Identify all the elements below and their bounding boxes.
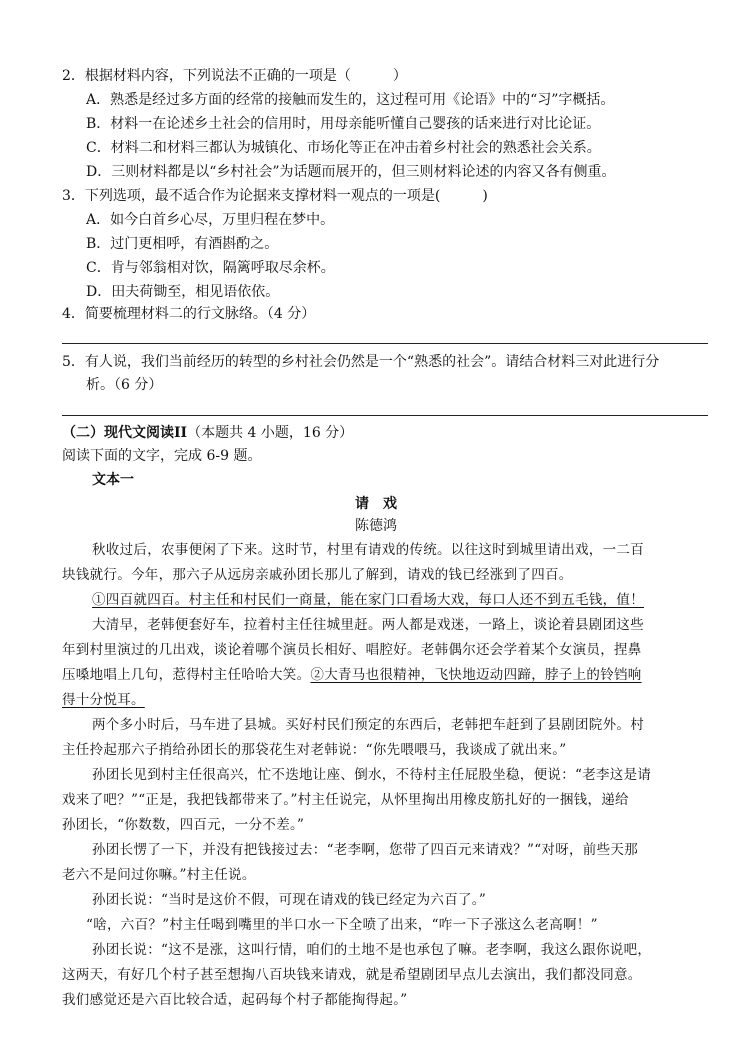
- question-2-option-d: D．三则材料都是以“乡村社会”为话题而展开的，但三则材料论述的内容又各有侧重。: [86, 164, 616, 180]
- story-author: 陈德鸿: [355, 518, 397, 534]
- story-title: 请 戏: [355, 496, 397, 512]
- story-paragraph-5-line-1: 孙团长见到村主任很高兴，忙不迭地让座、倒水，不待村主任屁股坐稳，便说：“老李这是请: [92, 767, 652, 783]
- text-one-label: 文本一: [92, 472, 134, 488]
- story-paragraph-1-line-2: 块钱就行。今年，那六子从远房亲戚孙团长那儿了解到，请戏的钱已经涨到了四百。: [62, 567, 573, 583]
- story-paragraph-9-line-2: 这两天，有好几个村子甚至想掏八百块钱来请戏，就是希望剧团早点儿去演出，我们都没同意。: [62, 967, 642, 983]
- story-paragraph-3-line-4: 得十分悦耳。: [62, 692, 145, 708]
- story-paragraph-6-line-1: 孙团长愣了一下，并没有把钱接过去：“老李啊，您带了四百元来请戏？”“对呀，前些天那: [92, 842, 639, 858]
- question-3-option-b: B．过门更相呼，有酒斟酌之。: [86, 236, 279, 252]
- answer-line-q5: [62, 415, 708, 416]
- story-paragraph-3-underlined: ②大青马也很精神，飞快地迈动四蹄，脖子上的铃铛响: [310, 667, 642, 683]
- story-paragraph-3-line-1: 大清早，老韩便套好车，拉着村主任往城里赶。两人都是戏迷，一路上，谈论着县剧团这些: [92, 617, 644, 633]
- question-2-option-a: A．熟悉是经过多方面的经常的接触而发生的，这过程可用《论语》中的“习”字概括。: [86, 92, 615, 108]
- question-5-stem-line1: 5．有人说，我们当前经历的转型的乡村社会仍然是一个“熟悉的社会”。请结合材料三对此进行分: [62, 354, 660, 370]
- story-paragraph-8-line-1: “啥，六百？”村主任喝到嘴里的半口水一下全喷了出来，“咋一下子涨这么老高啊！”: [86, 917, 598, 933]
- question-3-option-c: C．肯与邻翁相对饮，隔篱呼取尽余杯。: [86, 260, 335, 276]
- story-paragraph-9-line-1: 孙团长说：“这不是涨，这叫行情，咱们的土地不是也承包了嘛。老李啊，我这么跟你说吧，: [92, 942, 652, 958]
- section-instruction: 阅读下面的文字，完成 6-9 题。: [62, 448, 262, 464]
- story-paragraph-3-line-3-plain: 压嗓地唱上几句，惹得村主任哈哈大笑。: [62, 667, 311, 683]
- story-paragraph-4-line-1: 两个多小时后，马车进了县城。买好村民们预定的东西后，老韩把车赶到了县剧团院外。村: [92, 717, 644, 733]
- question-2-option-c: C．材料二和材料三都认为城镇化、市场化等正在冲击着乡村社会的熟悉社会关系。: [86, 140, 601, 156]
- story-paragraph-3-line-2: 年到村里演过的几出戏，谈论着哪个演员长相好、唱腔好。老韩偶尔还会学着某个女演员，捏鼻: [62, 642, 642, 658]
- story-paragraph-3-line-3: [62, 665, 642, 685]
- story-paragraph-9-line-3: 我们感觉还是六百比较合适，起码每个村子都能掏得起。”: [62, 992, 408, 1008]
- section-heading: [62, 423, 353, 443]
- section-heading-bold: （二）现代文阅读II: [62, 425, 188, 441]
- story-paragraph-2-underlined: ①四百就四百。村主任和村民们一商量，能在家门口看场大戏，每口人还不到五毛钱，值！: [92, 592, 644, 608]
- question-2-option-b: B．材料一在论述乡土社会的信用时，用母亲能听懂自己婴孩的话来进行对比论证。: [86, 116, 601, 132]
- section-heading-rest: （本题共 4 小题，16 分）: [187, 425, 354, 441]
- answer-line-q4: [62, 343, 708, 344]
- question-3-stem: 3．下列选项，最不适合作为论据来支撑材料一观点的一项是( ): [62, 188, 488, 204]
- story-paragraph-6-line-2: 老六不是问过你嘛。”村主任说。: [62, 867, 256, 883]
- story-paragraph-4-line-2: 主任拎起那六子捎给孙团长的那袋花生对老韩说：“你先喂喂马，我谈成了就出来。”: [62, 742, 567, 758]
- question-5-stem-line2: 析。（6 分）: [86, 377, 163, 393]
- story-paragraph-5-line-2: 戏来了吧？”“正是，我把钱都带来了。”村主任说完，从怀里掏出用橡皮筋扎好的一捆钱，递给: [62, 792, 629, 808]
- question-3-option-d: D．田夫荷锄至，相见语依依。: [86, 284, 280, 300]
- story-paragraph-1-line-1: 秋收过后，农事便闲了下来。这时节，村里有请戏的传统。以往这时到城里请出戏，一二百: [92, 542, 644, 558]
- question-3-option-a: A．如今白首乡心尽，万里归程在梦中。: [86, 212, 335, 228]
- question-4-stem: 4．简要梳理材料二的行文脉络。（4 分）: [62, 306, 316, 322]
- story-paragraph-5-line-3: 孙团长，“你数数，四百元，一分不差。”: [62, 817, 305, 833]
- story-paragraph-7-line-1: 孙团长说：“当时是这价不假，可现在请戏的钱已经定为六百了。”: [92, 892, 487, 908]
- question-2-stem: 2．根据材料内容，下列说法不正确的一项是（ ）: [62, 68, 407, 84]
